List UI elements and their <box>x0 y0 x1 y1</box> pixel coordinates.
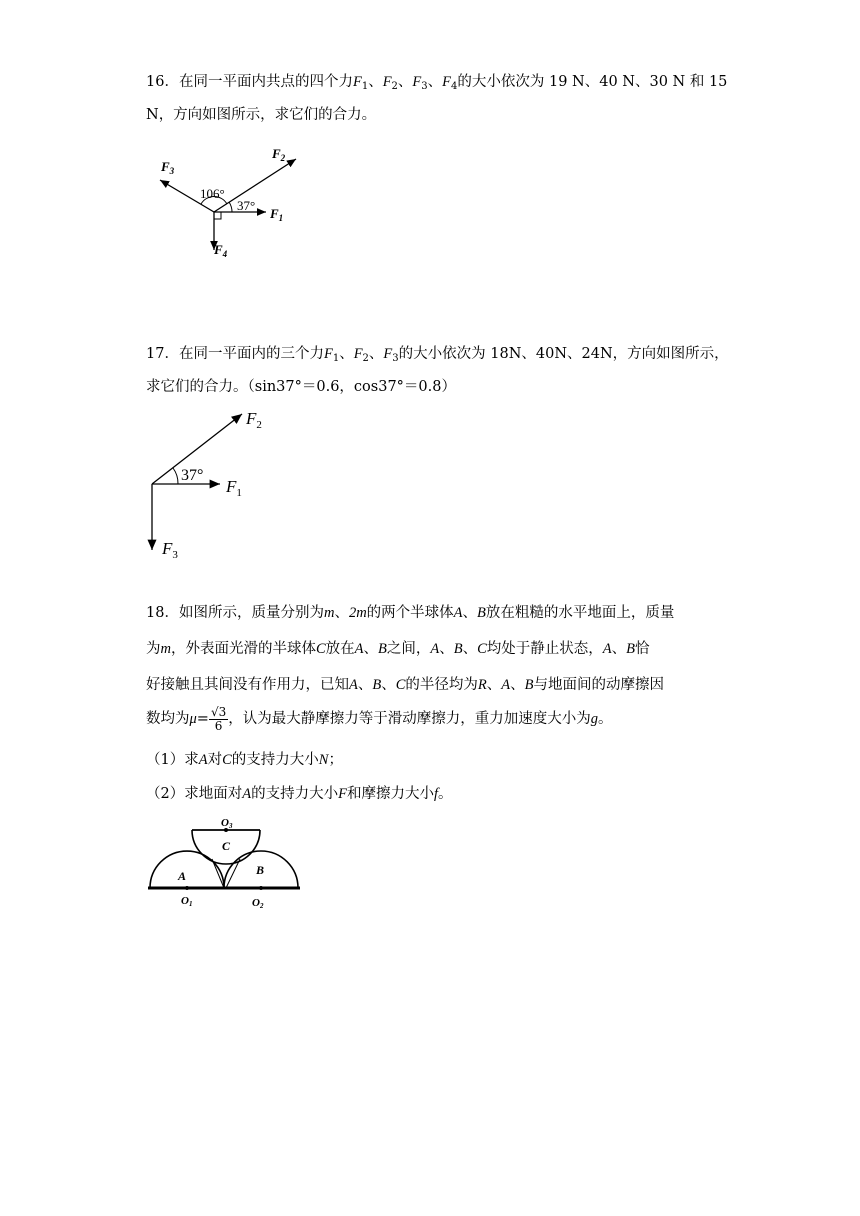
q18-center-a <box>185 886 189 890</box>
q16-angle-106: 106° <box>200 186 225 201</box>
q16-text-b: 的大小依次为 19 N、40 N、30 N 和 15 <box>457 74 728 90</box>
q16-force-diagram <box>148 142 318 267</box>
q18-label-o1: O1 <box>181 895 193 908</box>
q16-arc-37 <box>229 202 232 212</box>
q17-label-f1: $F_1$ <box>226 477 242 499</box>
q18-number: 18． <box>146 605 179 621</box>
q17-number: 17． <box>146 346 179 362</box>
q16-number: 16． <box>146 74 179 90</box>
q17-label-f3: $F_3$ <box>162 539 178 561</box>
q18-line-4: 数均为μ= $\frac{√3}{6}$ ，认为最大静摩擦力等于滑动摩擦力，重力加速度大小为g。 <box>146 704 613 733</box>
q16-angle-37: 37° <box>237 198 256 213</box>
f1-symbol: F <box>352 74 362 90</box>
q18-line-2: 为m，外表面光滑的半球体C放在A、B之间，A、B、C均处于静止状态，A、B恰 <box>146 641 650 657</box>
q17-line-1: 17．在同一平面内的三个力$F_1$、$F_2$、$F_3$的大小依次为 18N、40N、24N，方向如图所示， <box>146 346 729 364</box>
mu-fraction: $\frac{√3}{6}$ <box>210 704 227 733</box>
q16-label-f1: $F_1$ <box>270 206 284 223</box>
q18-label-o2: O2 <box>252 897 264 910</box>
q16-right-angle <box>214 212 221 219</box>
q18-label-b: B <box>256 863 265 877</box>
q18-line-1: 18．如图所示，质量分别为m、2m的两个半球体A、B放在粗糙的水平地面上，质量 <box>146 605 675 621</box>
q17-arc-37 <box>173 468 178 484</box>
q18-label-a: A <box>178 869 187 883</box>
q16-text-a: 在同一平面内共点的四个力 <box>178 74 353 90</box>
q16-line-1: 16．在同一平面内共点的四个力$F_1$、$F_2$、$F_3$、$F_4$的大小依次为 19 N、40 N、30 N 和 15 <box>146 74 728 92</box>
q18-sub-1: （1）求A对C的支持力大小N； <box>146 752 343 768</box>
q18-hemisphere-a <box>150 851 224 888</box>
q17-angle-37: 37° <box>181 467 204 484</box>
q17-label-f2: $F_2$ <box>246 409 262 431</box>
q18-label-o3: O3 <box>221 817 233 830</box>
q16-label-f4: $F_4$ <box>214 242 228 259</box>
q16-label-f3: $F_3$ <box>161 159 175 176</box>
q16-line-2: N，方向如图所示，求它们的合力。 <box>146 107 377 123</box>
q18-line-3: 好接触且其间没有作用力，已知A、B、C的半径均为R、A、B与地面间的动摩擦因 <box>146 677 664 693</box>
f4-symbol: F <box>442 74 452 90</box>
q18-hemispheres-diagram <box>146 812 306 912</box>
q17-force-diagram <box>142 402 282 562</box>
q16-label-f2: $F_2$ <box>272 146 286 163</box>
q18-label-c: C <box>222 839 231 853</box>
q18-center-b <box>259 886 263 890</box>
f3-symbol: F <box>412 74 422 90</box>
q17-line-2: 求它们的合力。（sin37°＝0.6，cos37°＝0.8） <box>146 379 456 395</box>
q18-sub-2: （2）求地面对A的支持力大小F和摩擦力大小f。 <box>146 786 453 802</box>
f2-symbol: F <box>382 74 392 90</box>
